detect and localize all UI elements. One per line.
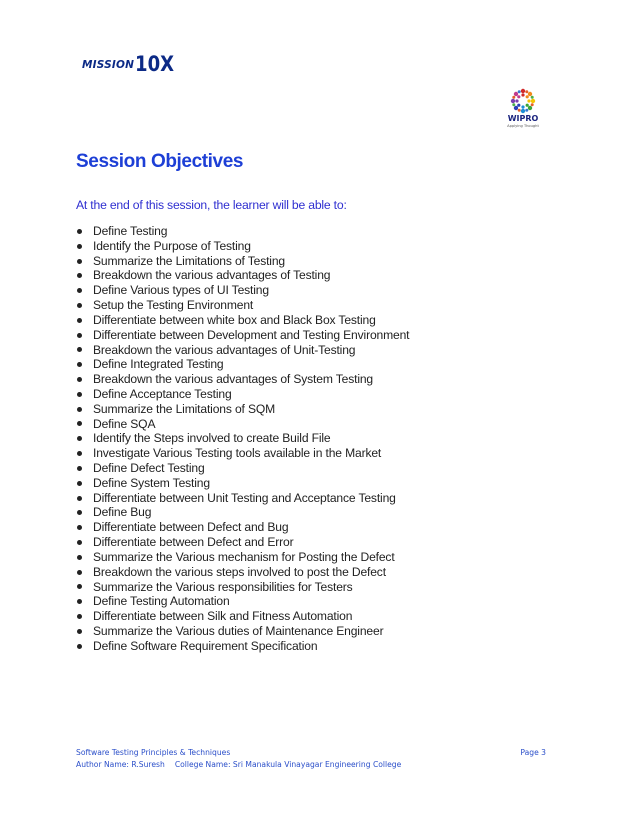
objective-text: Define Bug bbox=[93, 505, 152, 520]
objective-text: Define Integrated Testing bbox=[93, 357, 224, 372]
footer-author: Author Name: R.Suresh bbox=[76, 760, 165, 769]
bullet-icon bbox=[77, 570, 82, 575]
objective-item bbox=[76, 535, 409, 550]
objective-item bbox=[76, 446, 409, 461]
objective-text: Breakdown the various steps involved to post the Defect bbox=[93, 564, 386, 579]
objective-item bbox=[76, 624, 409, 639]
objective-text: Summarize the Various duties of Maintenance Engineer bbox=[93, 623, 384, 638]
objective-item bbox=[76, 343, 409, 358]
objective-item bbox=[76, 268, 409, 283]
bullet-icon bbox=[77, 436, 82, 441]
footer-page-number: Page 3 bbox=[520, 748, 546, 757]
bullet-icon bbox=[77, 392, 82, 397]
objective-item bbox=[76, 224, 409, 239]
objective-text: Summarize the Various responsibilities for Testers bbox=[93, 579, 353, 594]
objective-text: Differentiate between white box and Black Box Testing bbox=[93, 312, 376, 327]
bullet-icon bbox=[77, 347, 82, 352]
bullet-icon bbox=[77, 273, 82, 278]
bullet-icon bbox=[77, 303, 82, 308]
bullet-icon bbox=[77, 525, 82, 530]
logo-mission-number: 10X bbox=[135, 52, 175, 76]
objective-text: Differentiate between Silk and Fitness Automation bbox=[93, 609, 353, 624]
intro-text: At the end of this session, the learner will be able to: bbox=[76, 198, 347, 212]
footer-college: College Name: Sri Manakula Vinayagar Engineering College bbox=[174, 760, 402, 769]
objective-item bbox=[76, 239, 409, 254]
objective-text: Define Testing Automation bbox=[93, 594, 230, 609]
objective-text: Define Various types of UI Testing bbox=[93, 283, 269, 298]
objective-text: Setup the Testing Environment bbox=[93, 298, 254, 313]
bullet-icon bbox=[77, 629, 82, 634]
bullet-icon bbox=[77, 614, 82, 619]
objective-text: Differentiate between Development and Testing Environment bbox=[93, 327, 410, 342]
objectives-list bbox=[76, 224, 409, 654]
objective-text: Identify the Purpose of Testing bbox=[93, 238, 251, 253]
bullet-icon bbox=[77, 644, 82, 649]
objective-text: Differentiate between Defect and Bug bbox=[93, 520, 289, 535]
bullet-icon bbox=[77, 555, 82, 560]
mission-10x-logo bbox=[82, 52, 181, 74]
objective-item bbox=[76, 254, 409, 269]
bullet-icon bbox=[77, 377, 82, 382]
objective-item bbox=[76, 357, 409, 372]
wipro-tagline: Applying Thought bbox=[507, 124, 539, 128]
objective-item bbox=[76, 639, 409, 654]
objective-item bbox=[76, 298, 409, 313]
bullet-icon bbox=[77, 244, 82, 249]
bullet-icon bbox=[77, 496, 82, 501]
bullet-icon bbox=[77, 451, 82, 456]
objective-item bbox=[76, 313, 409, 328]
objective-text: Summarize the Limitations of SQM bbox=[93, 401, 276, 416]
objective-item bbox=[76, 417, 409, 432]
bullet-icon bbox=[77, 259, 82, 264]
bullet-icon bbox=[77, 333, 82, 338]
objective-text: Define System Testing bbox=[93, 475, 210, 490]
objective-text: Differentiate between Unit Testing and Acceptance Testing bbox=[93, 490, 396, 505]
bullet-icon bbox=[77, 318, 82, 323]
objective-item bbox=[76, 461, 409, 476]
objective-item bbox=[76, 328, 409, 343]
objective-text: Define SQA bbox=[93, 416, 156, 431]
bullet-icon bbox=[77, 599, 82, 604]
objective-text: Differentiate between Defect and Error bbox=[93, 535, 294, 550]
objective-text: Summarize the Limitations of Testing bbox=[93, 253, 285, 268]
objective-item bbox=[76, 402, 409, 417]
objective-text: Define Acceptance Testing bbox=[93, 386, 232, 401]
bullet-icon bbox=[77, 288, 82, 293]
logo-mission-word: MISSION bbox=[82, 59, 135, 71]
objective-item bbox=[76, 491, 409, 506]
objective-text: Identify the Steps involved to create Build File bbox=[93, 431, 331, 446]
objective-item bbox=[76, 520, 409, 535]
objective-text: Summarize the Various mechanism for Posting the Defect bbox=[93, 549, 395, 564]
objective-text: Define Software Requirement Specification bbox=[93, 638, 318, 653]
page-title: Session Objectives bbox=[76, 151, 244, 172]
bullet-icon bbox=[77, 584, 82, 589]
bullet-icon bbox=[77, 229, 82, 234]
objective-item bbox=[76, 372, 409, 387]
objective-item bbox=[76, 283, 409, 298]
page-footer bbox=[76, 747, 546, 771]
bullet-icon bbox=[77, 407, 82, 412]
objective-text: Define Testing bbox=[93, 224, 168, 238]
bullet-icon bbox=[77, 510, 82, 515]
bullet-icon bbox=[77, 481, 82, 486]
objective-item bbox=[76, 580, 409, 595]
objective-item bbox=[76, 609, 409, 624]
wipro-logo bbox=[501, 84, 545, 130]
objective-item bbox=[76, 505, 409, 520]
objective-item bbox=[76, 565, 409, 580]
wipro-wordmark: WIPRO bbox=[507, 114, 539, 123]
bullet-icon bbox=[77, 421, 82, 426]
bullet-icon bbox=[77, 362, 82, 367]
objective-item bbox=[76, 476, 409, 491]
objective-item bbox=[76, 387, 409, 402]
objective-item bbox=[76, 431, 409, 446]
objective-text: Investigate Various Testing tools available in the Market bbox=[93, 446, 382, 461]
objective-text: Breakdown the various advantages of Testing bbox=[93, 268, 331, 283]
bullet-icon bbox=[77, 466, 82, 471]
bullet-icon bbox=[77, 540, 82, 545]
objective-text: Breakdown the various advantages of System Testing bbox=[93, 372, 374, 387]
objective-text: Breakdown the various advantages of Unit-Testing bbox=[93, 342, 356, 357]
objective-item bbox=[76, 550, 409, 565]
footer-course-title: Software Testing Principles & Techniques bbox=[76, 748, 231, 757]
objective-item bbox=[76, 594, 409, 609]
objective-text: Define Defect Testing bbox=[93, 461, 205, 475]
